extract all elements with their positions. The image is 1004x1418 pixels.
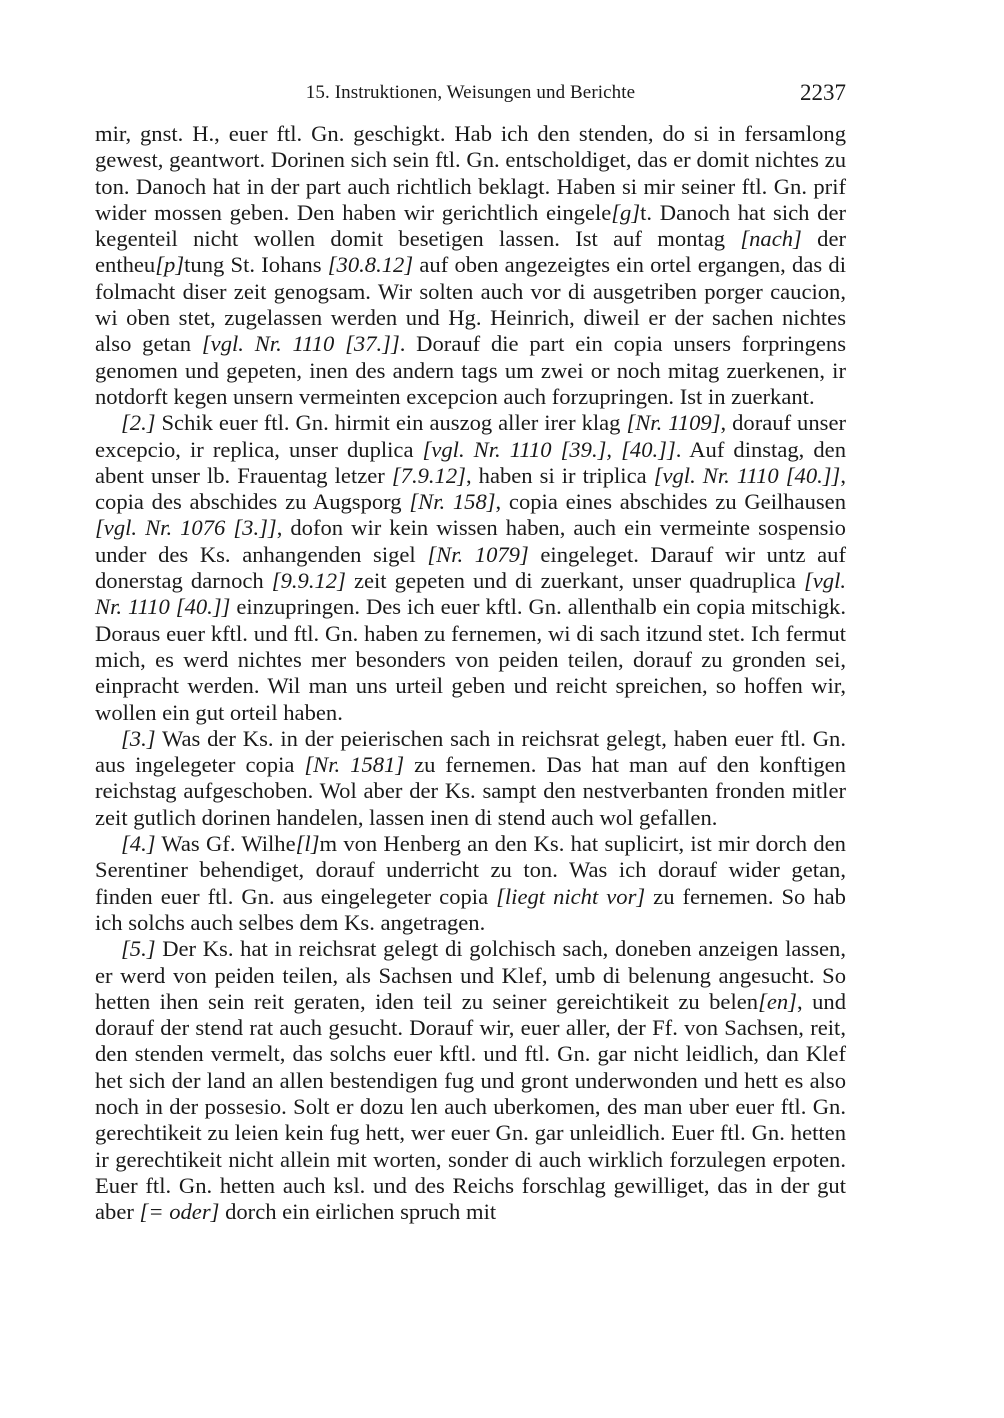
page-header — [95, 80, 846, 110]
editorial-insertion: [Nr. 1581] — [304, 752, 405, 778]
text-run: eingeleget. Darauf wir untz auf donerstag darnoch — [95, 541, 846, 594]
text-run: , dofon wir kein wissen haben, auch ein vermeinte sospensio under des Ks. anhangenden sigel — [95, 515, 846, 567]
text-run: , haben si ir triplica — [465, 462, 654, 488]
editorial-insertion: [Nr. 158] — [409, 489, 496, 515]
text-run: zu fernemen. Das hat man auf den konftigen reichstag aufgeschoben. Wol aber der Ks. sampt den nestverbanten fronden mitler zeit gutlich dorinen handelen, lassen inen di stend auch wol gefallen. — [95, 752, 846, 830]
editorial-insertion: [5.] — [121, 936, 156, 962]
editorial-insertion: [4.] — [121, 831, 156, 857]
page-number: 2237 — [800, 80, 846, 105]
text-run: , dorauf unser excepcio, ir replica, unser duplica — [95, 410, 846, 462]
text-run: der entheu — [95, 226, 846, 278]
editorial-insertion: [Nr. 1109] — [626, 410, 721, 436]
text-run: einzupringen. Des ich euer kftl. Gn. allenthalb ein copia mitschigk. Doraus euer kftl. und ftl. Gn. haben zu fernemen, wi di sach itzund stet. Ich fermut mich, es werd nichtes mer besonders von peiden teilen, dorauf zu gronden sei, einpracht werden. Wil man uns urteil geben und reicht spreichen, so hoffen wir, wollen ein gut orteil haben. — [95, 594, 846, 725]
body-text — [95, 121, 846, 1225]
editorial-insertion: [en] — [758, 988, 797, 1014]
editorial-insertion: [7.9.12] — [391, 462, 466, 488]
text-run: dorch ein eirlichen spruch mit — [219, 1199, 497, 1225]
text-run: . Dorauf die part ein copia unsers forpringens genomen und gepeten, inen des andern tags um zwei or noch mitag zuerkenen, ir notdorft kegen unsern vermeinten excepcion auch forzupringen. Ist in zuerkant. — [95, 331, 846, 409]
text-run: auf oben angezeigtes ein ortel ergangen, das di folmacht diser zeit genogsam. Wir solten auch vor di ausgetriben porger caucion, wi oben stet, zugelassen werden und Hg. Heinrich, diweil er der sachen nichtes also getan — [95, 252, 846, 357]
editorial-insertion: [9.9.12] — [271, 568, 346, 594]
text-run: m von Henberg an den Ks. hat suplicirt, ist mir dorch den Serentiner behendiget, dorauf underricht zu ton. Was ich dorauf wider getan, finden euer ftl. Gn. aus eingelegeter copia — [95, 831, 846, 909]
editorial-insertion: [vgl. Nr. 1110 [40.]] — [95, 568, 846, 620]
editorial-insertion: [liegt nicht vor] — [496, 883, 646, 909]
text-run: Was Gf. Wilhe — [155, 831, 296, 857]
editorial-insertion: [g] — [611, 199, 641, 225]
text-run: mir, gnst. H., euer ftl. Gn. geschigkt. Hab ich den stenden, do si in fersamlong gewest, geantwort. Dorinen sich sein ftl. Gn. entscholdiget, das er domit nichtes zu ton. Danoch hat in der part auch richtlich beklagt. Haben si mir seiner ftl. Gn. prif wider mossen geben. Den haben wir gerichtlich eingele — [95, 121, 846, 225]
text-run: Der Ks. hat in reichsrat gelegt di golchisch sach, doneben anzeigen lassen, er werd von peiden teilen, als Sachsen und Klef, umb di belenung angesucht. So hetten ihen sein reit geraten, iden teil zu seiner gereichtikeit zu belen — [95, 936, 846, 1014]
editorial-insertion: [3.] — [121, 725, 156, 751]
text-run: Was der Ks. in der peierischen sach in reichsrat gelegt, haben euer ftl. Gn. aus ingelegeter copia — [95, 725, 846, 778]
editorial-insertion: [= oder] — [139, 1199, 220, 1225]
editorial-insertion: [vgl. Nr. 1076 [3.]] — [95, 515, 277, 541]
text-run: , copia eines abschides zu Geilhausen — [495, 489, 846, 515]
editorial-insertion: [vgl. Nr. 1110 [37.]] — [201, 331, 400, 357]
paragraph-2 — [95, 410, 846, 726]
editorial-insertion: [nach] — [740, 226, 802, 252]
editorial-insertion: [vgl. Nr. 1110 [40.]] — [653, 462, 841, 488]
text-run: zu fernemen. So hab ich solchs auch selbes dem Ks. angetragen. — [95, 883, 846, 935]
text-run: . Auf dinstag, den abent unser lb. Frauentag letzer — [95, 436, 846, 488]
text-run: , und dorauf der stend rat auch gesucht. Dorauf wir, euer aller, der Ff. von Sachsen, reit, den stenden vermelt, das solchs euer kftl. und ftl. Gn. gar nicht leidlich, dan Klef het sich der land an allen bestendigen fug und gront underwonden und hett es also noch in der possesio. Solt er dozu len auch uberkomen, des man uber euer ftl. Gn. gerechtikeit zu leien kein fug hett, wer euer Gn. gar unleidlich. Euer ftl. Gn. hetten ir gerechtikeit nicht allein mit worten, sonder di auch wirklich forzulegen erpoten. Euer ftl. Gn. hetten auch ksl. und des Reichs forschlag gewilliget, das in der gut aber — [95, 988, 846, 1225]
paragraph-1 — [95, 121, 846, 410]
running-title: 15. Instruktionen, Weisungen und Berichte — [305, 82, 636, 103]
paragraph-3 — [95, 726, 846, 831]
editorial-insertion: [Nr. 1079] — [427, 541, 529, 567]
editorial-insertion: [vgl. Nr. 1110 [39.], [40.]] — [422, 436, 676, 462]
text-run: t. Danoch hat sich der kegenteil nicht wollen domit besetigen lassen. Ist auf montag — [95, 199, 846, 252]
paragraph-5 — [95, 936, 846, 1225]
editorial-insertion: [2.] — [121, 410, 156, 436]
editorial-insertion: [p] — [155, 252, 185, 278]
editorial-insertion: [30.8.12] — [327, 252, 414, 278]
editorial-insertion: [l] — [295, 831, 320, 857]
text-run: tung St. Iohans — [184, 252, 328, 278]
text-run: Schik euer ftl. Gn. hirmit ein auszog aller irer klag — [155, 410, 627, 436]
paragraph-4 — [95, 831, 846, 936]
text-run: zeit gepeten und di zuerkant, unser quadruplica — [345, 568, 804, 594]
text-run: , copia des abschides zu Augsporg — [95, 462, 847, 515]
